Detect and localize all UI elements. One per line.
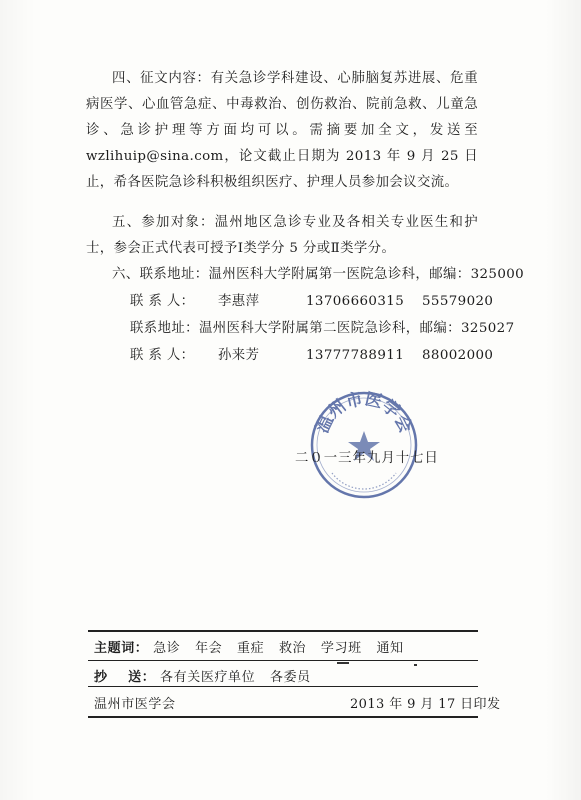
keyword-item: 急诊 (153, 641, 181, 656)
cc-line (94, 666, 321, 685)
contact-address-value: 温州医科大学附属第一医院急诊科，邮编：325000 (208, 267, 525, 282)
scan-speck (414, 664, 417, 666)
seal-text: 温州市医学会 (312, 389, 416, 437)
keyword-item: 通知 (376, 641, 404, 656)
contact-mobile: 13706660315 (306, 294, 405, 309)
cc-recipient: 各有关医疗单位 (160, 670, 256, 685)
contact-phone: 88002000 (422, 348, 494, 363)
footer-rule-bottom (88, 716, 478, 718)
keyword-item: 年会 (195, 641, 223, 656)
keyword-item: 重症 (237, 641, 265, 656)
section-five-participants: 五、参加对象：温州地区急诊专业及各相关专业医生和护士，参会正式代表可授予Ⅰ类学分 5 分或Ⅱ类学分。 (86, 215, 478, 256)
contact-address-value: 温州医科大学附属第二医院急诊科，邮编：325027 (198, 321, 515, 336)
contact-address-label: 联系地址： (130, 321, 199, 336)
section-four-submission: 四、征文内容：有关急诊学科建设、心肺脑复苏进展、危重病医学、心血管急症、中毒救治、创伤救治、院前急救、儿童急诊、急诊护理等方面均可以。需摘要加全文，发送至wzlihuip@sina.com，论文截止日期为 2013 年 9 月 25 日止，希各医院急诊科积极组织医疗、护理人员参加会议交流。 (86, 71, 478, 190)
cc-recipient: 各委员 (269, 670, 311, 685)
issue-date: 2013 年 9 月 17 日印发 (350, 697, 501, 712)
contact-address-1 (112, 263, 525, 282)
issuer-name: 温州市医学会 (94, 697, 176, 712)
contact-person-name: 孙来芳 (218, 348, 260, 363)
official-seal-stamp (308, 389, 420, 501)
keyword-item: 学习班 (320, 641, 362, 656)
contact-address-label: 六、联系地址： (112, 267, 209, 282)
footer-rule (88, 686, 478, 687)
svg-text:温州市医学会 (313, 389, 417, 436)
contact-person-name: 李惠萍 (218, 294, 260, 309)
keyword-item: 救治 (278, 641, 307, 656)
signature-date: 二０一三年九月十七日 (295, 451, 439, 466)
footer-rule-top (88, 630, 478, 632)
keywords-label: 主题词： (94, 641, 149, 656)
contact-mobile: 13777788911 (306, 348, 405, 363)
contact-person-label: 联 系 人： (130, 348, 195, 363)
cc-label: 抄 送： (94, 670, 156, 685)
contact-person-2 (130, 344, 510, 363)
contact-person-label: 联 系 人： (130, 294, 195, 309)
keywords-line (94, 637, 414, 656)
contact-person-1 (130, 290, 510, 309)
contact-phone: 55579020 (422, 294, 494, 309)
scan-speck (337, 662, 349, 664)
contact-address-2 (130, 317, 515, 336)
footer-rule (88, 660, 478, 661)
